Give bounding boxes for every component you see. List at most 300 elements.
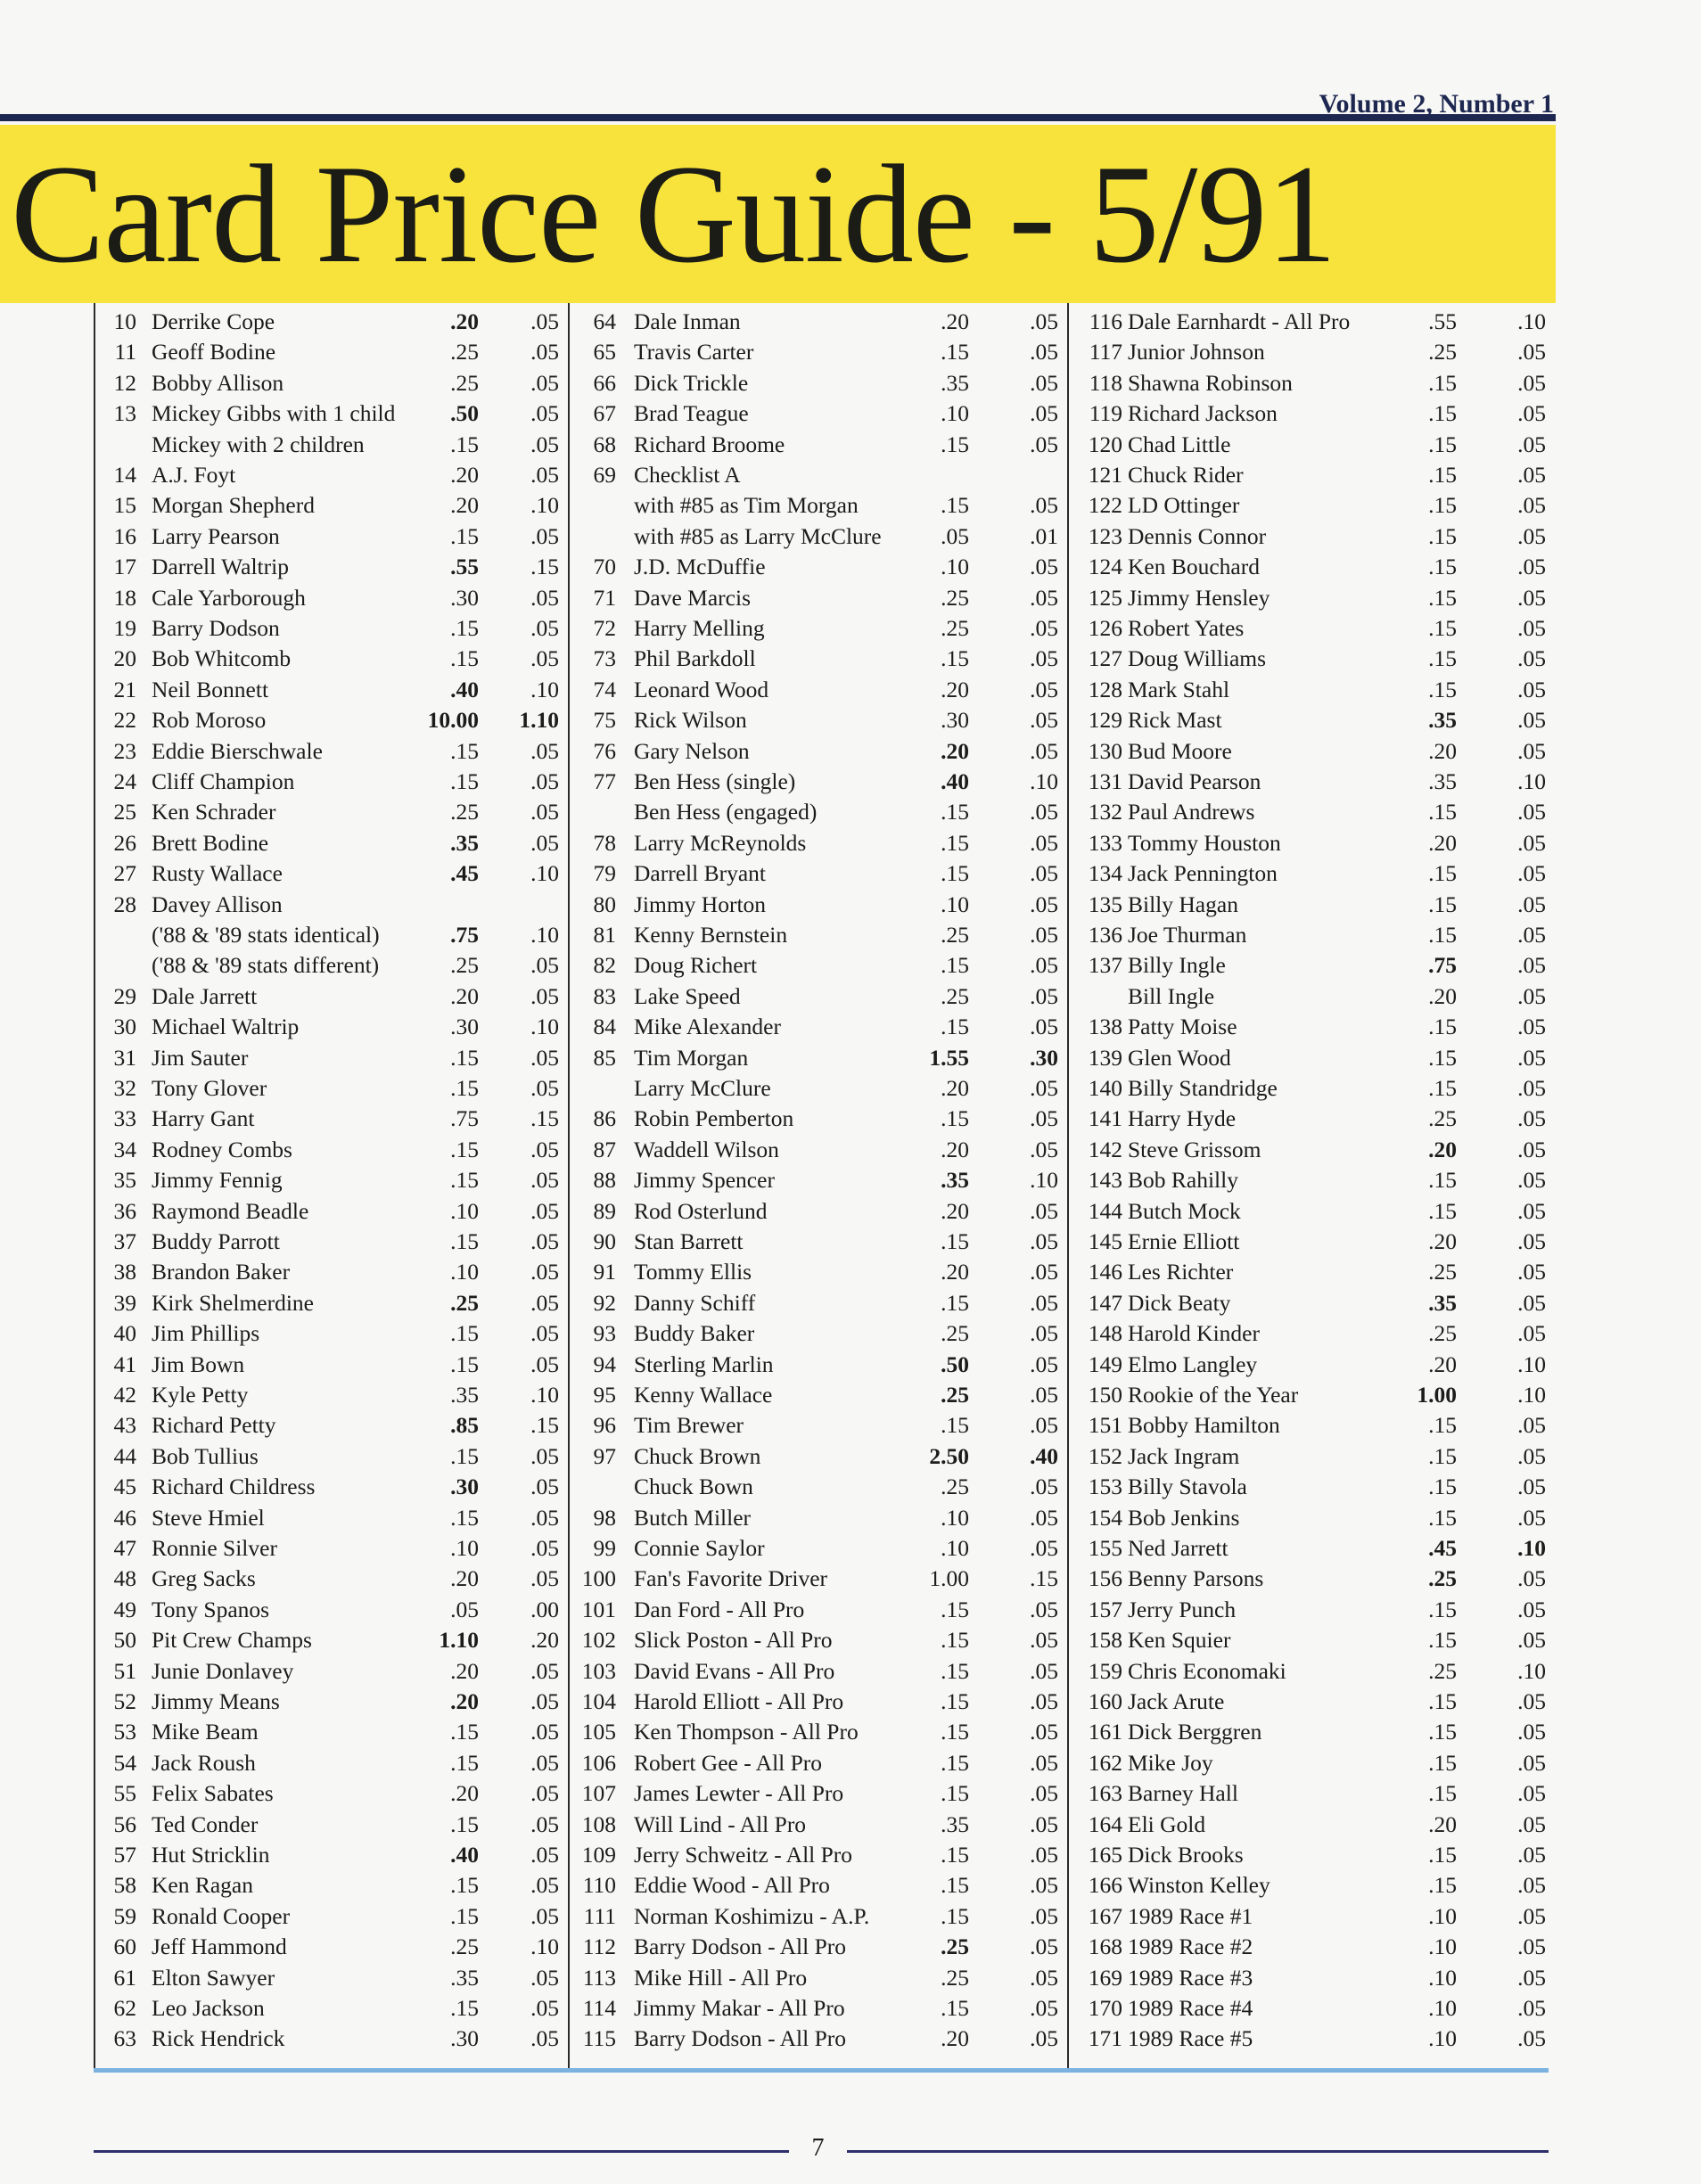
price-row (570, 1135, 1067, 1165)
card-number: 169 (1088, 1964, 1122, 1991)
card-number: 14 (113, 462, 136, 488)
card-number: 135 (1088, 891, 1122, 917)
card-number: 22 (113, 707, 136, 734)
price-row (570, 797, 1067, 827)
card-number: 46 (113, 1504, 136, 1531)
price-mint: .75 (450, 922, 479, 948)
price-mint: .15 (941, 1872, 969, 1899)
price-low: .05 (1517, 707, 1546, 734)
card-number: 165 (1088, 1842, 1122, 1868)
card-name: Ben Hess (engaged) (634, 799, 818, 825)
price-low: .05 (1517, 1719, 1546, 1745)
card-name: Leonard Wood (634, 676, 769, 702)
card-number: 86 (593, 1105, 616, 1132)
card-number: 100 (581, 1565, 616, 1592)
price-mint: .15 (450, 1995, 479, 2021)
price-row (95, 1380, 568, 1410)
price-mint: .35 (1428, 768, 1457, 794)
price-row (95, 490, 568, 521)
card-number: 159 (1088, 1657, 1122, 1684)
card-name: 1989 Race #4 (1128, 1995, 1253, 2021)
card-number: 94 (593, 1351, 616, 1377)
price-low: .05 (1517, 1442, 1546, 1469)
card-name: Tony Spanos (152, 1596, 270, 1622)
price-mint: .15 (450, 1810, 479, 1837)
price-row (95, 1963, 568, 1993)
price-mint: .25 (1428, 1657, 1457, 1684)
price-row (1069, 1165, 1550, 1195)
price-mint: .15 (1428, 1872, 1457, 1899)
price-mint: .15 (941, 1902, 969, 1929)
price-low: .05 (530, 1320, 559, 1347)
card-number: 38 (113, 1259, 136, 1285)
price-mint: .10 (450, 1197, 479, 1224)
price-mint: .20 (450, 492, 479, 519)
price-row (570, 1840, 1067, 1870)
card-name: David Pearson (1128, 768, 1261, 794)
price-mint: .20 (1428, 1351, 1457, 1377)
card-number: 115 (582, 2025, 616, 2052)
price-mint: .20 (941, 1075, 969, 1101)
price-mint: .75 (1428, 952, 1457, 979)
price-row (570, 1288, 1067, 1318)
price-mint: .35 (1428, 707, 1457, 734)
price-mint: .40 (941, 768, 969, 794)
card-number: 25 (113, 799, 136, 825)
price-row (1069, 583, 1550, 613)
price-low: .05 (530, 1964, 559, 1991)
card-name: Harry Hyde (1128, 1105, 1237, 1132)
price-row (570, 1901, 1067, 1932)
price-mint: .15 (1428, 1780, 1457, 1807)
card-number: 30 (113, 1014, 136, 1040)
price-row (95, 675, 568, 705)
card-name: Harry Melling (634, 615, 765, 641)
card-name: A.J. Foyt (152, 462, 236, 488)
price-row (95, 828, 568, 858)
price-low: .05 (530, 1075, 559, 1101)
price-row (95, 1870, 568, 1901)
card-number: 132 (1088, 799, 1122, 825)
price-row (1069, 1932, 1550, 1962)
price-low: .05 (1517, 1289, 1546, 1316)
price-low: .05 (1030, 1136, 1058, 1162)
price-row (95, 613, 568, 644)
price-low: .05 (1517, 554, 1546, 580)
card-name: Chad Little (1128, 431, 1231, 457)
card-number: 31 (113, 1044, 136, 1071)
card-number: 101 (581, 1596, 616, 1622)
card-name: Greg Sacks (152, 1565, 256, 1592)
card-number: 35 (113, 1167, 136, 1194)
footer-rule-right (847, 2150, 1549, 2153)
card-number: 71 (593, 584, 616, 611)
price-row (1069, 1533, 1550, 1564)
price-low: .05 (1030, 1320, 1058, 1347)
price-low: .05 (530, 1657, 559, 1684)
price-mint: .30 (450, 1474, 479, 1500)
card-number: 80 (593, 891, 616, 917)
price-row (95, 552, 568, 582)
price-mint: 2.50 (929, 1442, 969, 1469)
price-row (95, 1104, 568, 1134)
card-name: Darrell Waltrip (152, 554, 289, 580)
card-name: Tony Glover (152, 1075, 267, 1101)
price-mint: .15 (450, 1075, 479, 1101)
card-number: 72 (593, 615, 616, 641)
card-name: ('88 & '89 stats different) (152, 952, 380, 979)
card-name: Sterling Marlin (634, 1351, 774, 1377)
card-name: Eddie Bierschwale (152, 737, 323, 764)
card-name: Shawna Robinson (1128, 369, 1293, 396)
price-low: .10 (1517, 1351, 1546, 1377)
price-mint: .15 (941, 1719, 969, 1745)
card-name: Kyle Petty (152, 1382, 249, 1408)
price-mint: .20 (941, 1259, 969, 1285)
card-name: Steve Hmiel (152, 1504, 265, 1531)
price-mint: .15 (941, 1627, 969, 1654)
price-row (95, 1778, 568, 1809)
price-row (95, 1472, 568, 1502)
card-number: 68 (593, 431, 616, 457)
card-name: Butch Mock (1128, 1197, 1241, 1224)
card-name: Gary Nelson (634, 737, 750, 764)
price-low: .05 (1030, 1014, 1058, 1040)
price-row (1069, 521, 1550, 552)
card-name: Dick Brooks (1128, 1842, 1244, 1868)
card-name: Ken Squier (1128, 1627, 1231, 1654)
price-mint: .10 (1428, 2025, 1457, 2052)
price-column-2 (568, 303, 1067, 2073)
price-low: .05 (1030, 1934, 1058, 1960)
card-number: 11 (114, 339, 136, 365)
price-mint: 1.55 (929, 1044, 969, 1071)
price-mint: .15 (450, 1136, 479, 1162)
price-low: .05 (1030, 1810, 1058, 1837)
price-low: .10 (530, 860, 559, 887)
price-mint: .25 (450, 1934, 479, 1960)
price-mint: .15 (1428, 860, 1457, 887)
price-low: .05 (1517, 799, 1546, 825)
price-low: .05 (530, 1842, 559, 1868)
price-row (1069, 981, 1550, 1012)
card-number: 24 (113, 768, 136, 794)
price-row (1069, 1318, 1550, 1349)
price-low: .05 (530, 584, 559, 611)
price-low: .05 (1517, 737, 1546, 764)
price-row (95, 767, 568, 797)
card-number: 127 (1088, 645, 1122, 672)
price-row (95, 981, 568, 1012)
price-mint: .20 (450, 1780, 479, 1807)
price-low: .05 (1517, 1320, 1546, 1347)
price-row (95, 1012, 568, 1042)
price-row (1069, 1870, 1550, 1901)
price-mint: .15 (1428, 799, 1457, 825)
card-number: 54 (113, 1749, 136, 1776)
card-number: 96 (593, 1412, 616, 1439)
card-number: 109 (581, 1842, 616, 1868)
card-number: 166 (1088, 1872, 1122, 1899)
price-low: .05 (1030, 1351, 1058, 1377)
price-row (1069, 307, 1550, 337)
price-mint: .15 (1428, 400, 1457, 427)
card-name: Ned Jarrett (1128, 1535, 1228, 1561)
price-mint: .15 (1428, 1749, 1457, 1776)
price-row (1069, 920, 1550, 950)
price-row (95, 368, 568, 398)
price-row (95, 644, 568, 674)
price-row (570, 828, 1067, 858)
price-row (570, 398, 1067, 429)
price-mint: .25 (450, 369, 479, 396)
card-number: 52 (113, 1688, 136, 1714)
card-name: Dick Berggren (1128, 1719, 1262, 1745)
price-row (1069, 1410, 1550, 1441)
card-number: 45 (113, 1474, 136, 1500)
card-name: Ken Schrader (152, 799, 276, 825)
price-low: .05 (530, 645, 559, 672)
card-number: 85 (593, 1044, 616, 1071)
price-mint: .15 (1428, 1719, 1457, 1745)
price-mint: .15 (1428, 676, 1457, 702)
card-number: 98 (593, 1504, 616, 1531)
price-row (1069, 1810, 1550, 1840)
price-row (95, 1656, 568, 1687)
price-mint: .15 (1428, 615, 1457, 641)
price-mint: .15 (1428, 1167, 1457, 1194)
card-number: 28 (113, 891, 136, 917)
card-number: 27 (113, 860, 136, 887)
card-number: 130 (1088, 737, 1122, 764)
page-title: Card Price Guide - 5/91 (11, 136, 1336, 292)
card-number: 47 (113, 1535, 136, 1561)
price-low: .10 (1517, 1657, 1546, 1684)
card-name: Mike Alexander (634, 1014, 781, 1040)
card-number: 151 (1088, 1412, 1122, 1439)
card-name: Rick Hendrick (152, 2025, 285, 2052)
card-number: 113 (582, 1964, 616, 1991)
price-row (1069, 2024, 1550, 2054)
price-mint: .20 (941, 737, 969, 764)
card-name: Cale Yarborough (152, 584, 306, 611)
price-low: .05 (1517, 339, 1546, 365)
card-name: Richard Childress (152, 1474, 316, 1500)
card-number: 152 (1088, 1442, 1122, 1469)
price-row (570, 858, 1067, 889)
card-number: 62 (113, 1995, 136, 2021)
price-row (570, 1870, 1067, 1901)
price-mint: .05 (450, 1596, 479, 1622)
card-number: 125 (1088, 584, 1122, 611)
price-row (1069, 490, 1550, 521)
card-name: Rob Moroso (152, 707, 267, 734)
card-number: 105 (581, 1719, 616, 1745)
card-name: Waddell Wilson (634, 1136, 779, 1162)
price-row (1069, 705, 1550, 735)
card-name: Bobby Hamilton (1128, 1412, 1280, 1439)
price-mint: .15 (1428, 1596, 1457, 1622)
card-name: Chuck Rider (1128, 462, 1244, 488)
price-low: .05 (530, 768, 559, 794)
price-row (1069, 797, 1550, 827)
card-name: Buddy Parrott (152, 1228, 280, 1254)
price-low: .05 (1030, 1719, 1058, 1745)
price-mint: .25 (450, 799, 479, 825)
price-low: .05 (1517, 584, 1546, 611)
price-mint: .35 (941, 1167, 969, 1194)
price-row (1069, 828, 1550, 858)
card-name: Barry Dodson - All Pro (634, 2025, 846, 2052)
price-mint: .15 (941, 799, 969, 825)
price-row (570, 1073, 1067, 1104)
price-low: .05 (1517, 891, 1546, 917)
price-row (570, 1165, 1067, 1195)
card-name: Glen Wood (1128, 1044, 1231, 1071)
card-name: Chris Economaki (1128, 1657, 1286, 1684)
card-name: Robin Pemberton (634, 1105, 794, 1132)
price-mint: .10 (1428, 1902, 1457, 1929)
price-low: .10 (530, 922, 559, 948)
price-row (95, 1533, 568, 1564)
price-mint: 10.00 (427, 707, 479, 734)
price-low: .05 (1030, 952, 1058, 979)
price-row (95, 736, 568, 767)
card-number: 20 (113, 645, 136, 672)
price-low: .05 (1030, 1596, 1058, 1622)
price-low: .05 (1517, 1872, 1546, 1899)
price-low: .05 (1030, 584, 1058, 611)
price-mint: .15 (941, 1412, 969, 1439)
price-row (95, 1257, 568, 1287)
price-row (570, 1932, 1067, 1962)
price-mint: .15 (941, 952, 969, 979)
card-name: Davey Allison (152, 891, 283, 917)
price-row (570, 920, 1067, 950)
card-number: 78 (593, 829, 616, 856)
price-row (570, 1687, 1067, 1717)
card-number: 126 (1088, 615, 1122, 641)
price-low: .05 (1030, 1197, 1058, 1224)
price-low: .05 (1517, 1995, 1546, 2021)
card-name: Ernie Elliott (1128, 1228, 1240, 1254)
card-number: 82 (593, 952, 616, 979)
price-row (570, 736, 1067, 767)
price-mint: .10 (1428, 1934, 1457, 1960)
price-low: .05 (1030, 1749, 1058, 1776)
price-low: .05 (1030, 1075, 1058, 1101)
price-low: .10 (530, 1934, 559, 1960)
price-mint: .25 (1428, 339, 1457, 365)
card-name: Connie Saylor (634, 1535, 765, 1561)
price-row (1069, 767, 1550, 797)
price-mint: .05 (941, 522, 969, 549)
price-low: .05 (530, 369, 559, 396)
card-name: Bob Rahilly (1128, 1167, 1238, 1194)
card-number: 108 (581, 1810, 616, 1837)
card-name: David Evans - All Pro (634, 1657, 835, 1684)
card-name: Robert Gee - All Pro (634, 1749, 823, 1776)
price-mint: .25 (941, 1382, 969, 1408)
card-number: 40 (113, 1320, 136, 1347)
price-row (1069, 1288, 1550, 1318)
price-mint: .50 (941, 1351, 969, 1377)
price-mint: .10 (941, 1504, 969, 1531)
price-row (95, 920, 568, 950)
price-row (95, 1901, 568, 1932)
card-name: Hut Stricklin (152, 1842, 270, 1868)
card-number: 134 (1088, 860, 1122, 887)
price-row (570, 1380, 1067, 1410)
card-name: Paul Andrews (1128, 799, 1255, 825)
card-name: Dave Marcis (634, 584, 751, 611)
price-row (570, 1778, 1067, 1809)
price-row (95, 1687, 568, 1717)
price-row (570, 583, 1067, 613)
price-low: .05 (1030, 1657, 1058, 1684)
price-low: .05 (530, 799, 559, 825)
card-number: 146 (1088, 1259, 1122, 1285)
card-number: 32 (113, 1075, 136, 1101)
price-mint: .15 (450, 1044, 479, 1071)
price-low: .05 (1517, 431, 1546, 457)
card-number: 124 (1088, 554, 1122, 580)
price-row (95, 1135, 568, 1165)
card-name: 1989 Race #1 (1128, 1902, 1253, 1929)
price-low: .05 (530, 1565, 559, 1592)
card-name: Dick Trickle (634, 369, 749, 396)
card-number: 23 (113, 737, 136, 764)
price-row (570, 1595, 1067, 1625)
price-low: .05 (1517, 1105, 1546, 1132)
price-row (1069, 430, 1550, 460)
price-mint: .15 (1428, 431, 1457, 457)
card-number: 16 (113, 522, 136, 549)
card-number: 133 (1088, 829, 1122, 856)
card-number: 148 (1088, 1320, 1122, 1347)
card-number: 153 (1088, 1474, 1122, 1500)
card-number: 163 (1088, 1780, 1122, 1807)
card-number: 140 (1088, 1075, 1122, 1101)
card-number: 91 (593, 1259, 616, 1285)
price-low: .05 (1030, 737, 1058, 764)
price-low: .05 (1030, 860, 1058, 887)
card-name: Joe Thurman (1128, 922, 1247, 948)
price-mint: .20 (1428, 982, 1457, 1009)
price-low: .05 (530, 339, 559, 365)
price-mint: .15 (941, 1688, 969, 1714)
price-low: .15 (530, 1105, 559, 1132)
card-number: 120 (1088, 431, 1122, 457)
price-low: .05 (530, 522, 559, 549)
card-name: Mike Joy (1128, 1749, 1213, 1776)
card-name: Chuck Brown (634, 1442, 761, 1469)
card-name: Jeff Hammond (152, 1934, 287, 1960)
card-name: Jerry Schweitz - All Pro (634, 1842, 853, 1868)
price-row (1069, 1012, 1550, 1042)
price-low: .05 (1030, 1412, 1058, 1439)
price-low: .05 (1030, 829, 1058, 856)
price-mint: .25 (941, 922, 969, 948)
card-number: 39 (113, 1289, 136, 1316)
price-low: .05 (1030, 1964, 1058, 1991)
card-name: Billy Ingle (1128, 952, 1226, 979)
card-number: 116 (1089, 308, 1122, 334)
card-number: 15 (113, 492, 136, 519)
card-number: 95 (593, 1382, 616, 1408)
price-mint: .25 (941, 1320, 969, 1347)
price-mint: 1.00 (1417, 1382, 1457, 1408)
